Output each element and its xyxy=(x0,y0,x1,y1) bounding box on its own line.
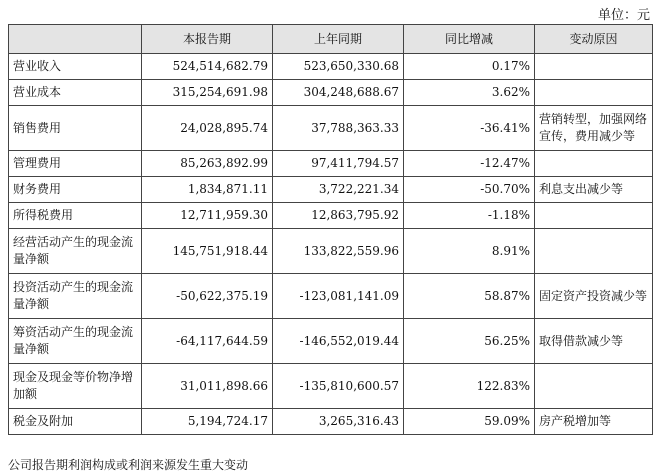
current-value: -64,117,644.59 xyxy=(142,319,273,364)
header-current-period: 本报告期 xyxy=(142,25,273,54)
table-row xyxy=(9,54,653,80)
current-value: 85,263,892.99 xyxy=(142,151,273,177)
table-row xyxy=(9,151,653,177)
change-reason xyxy=(535,364,653,409)
change-reason: 固定资产投资减少等 xyxy=(535,274,653,319)
current-value: 24,028,895.74 xyxy=(142,106,273,151)
header-change-reason: 变动原因 xyxy=(535,25,653,54)
current-value: 524,514,682.79 xyxy=(142,54,273,80)
row-label: 税金及附加 xyxy=(9,409,142,435)
change-reason: 房产税增加等 xyxy=(535,409,653,435)
table-row xyxy=(9,229,653,274)
previous-value: 133,822,559.96 xyxy=(273,229,404,274)
unit-label: 单位：元 xyxy=(597,8,650,23)
change-reason xyxy=(535,151,653,177)
previous-value: -135,810,600.57 xyxy=(273,364,404,409)
previous-value: 523,650,330.68 xyxy=(273,54,404,80)
current-value: 145,751,918.44 xyxy=(142,229,273,274)
change-value: -12.47% xyxy=(404,151,535,177)
footer-note: 公司报告期利润构成或利润来源发生重大变动 xyxy=(8,458,249,472)
row-label: 经营活动产生的现金流量净额 xyxy=(9,229,142,274)
row-label: 销售费用 xyxy=(9,106,142,151)
table-row xyxy=(9,177,653,203)
row-label: 所得税费用 xyxy=(9,203,142,229)
row-label: 管理费用 xyxy=(9,151,142,177)
current-value: 1,834,871.11 xyxy=(142,177,273,203)
previous-value: 97,411,794.57 xyxy=(273,151,404,177)
change-reason: 利息支出减少等 xyxy=(535,177,653,203)
current-value: -50,622,375.19 xyxy=(142,274,273,319)
table-row xyxy=(9,364,653,409)
change-value: 3.62% xyxy=(404,80,535,106)
change-value: 59.09% xyxy=(404,409,535,435)
table-row xyxy=(9,409,653,435)
current-value: 31,011,898.66 xyxy=(142,364,273,409)
header-previous-period: 上年同期 xyxy=(273,25,404,54)
header-yoy-change: 同比增减 xyxy=(404,25,535,54)
current-value: 315,254,691.98 xyxy=(142,80,273,106)
change-reason: 取得借款减少等 xyxy=(535,319,653,364)
previous-value: 12,863,795.92 xyxy=(273,203,404,229)
row-label: 营业成本 xyxy=(9,80,142,106)
change-value: 0.17% xyxy=(404,54,535,80)
change-value: 56.25% xyxy=(404,319,535,364)
table-row xyxy=(9,106,653,151)
previous-value: 3,265,316.43 xyxy=(273,409,404,435)
row-label: 筹资活动产生的现金流量净额 xyxy=(9,319,142,364)
change-value: -50.70% xyxy=(404,177,535,203)
header-item xyxy=(9,25,142,54)
table-row xyxy=(9,80,653,106)
table-header-row xyxy=(9,25,653,54)
current-value: 5,194,724.17 xyxy=(142,409,273,435)
change-reason: 营销转型，加强网络宣传，费用减少等 xyxy=(535,106,653,151)
change-value: 58.87% xyxy=(404,274,535,319)
row-label: 投资活动产生的现金流量净额 xyxy=(9,274,142,319)
row-label: 财务费用 xyxy=(9,177,142,203)
table-row xyxy=(9,203,653,229)
financial-table xyxy=(8,24,653,435)
current-value: 12,711,959.30 xyxy=(142,203,273,229)
change-value: 8.91% xyxy=(404,229,535,274)
change-value: -1.18% xyxy=(404,203,535,229)
table-row xyxy=(9,319,653,364)
change-reason xyxy=(535,203,653,229)
change-reason xyxy=(535,229,653,274)
previous-value: -123,081,141.09 xyxy=(273,274,404,319)
change-reason xyxy=(535,54,653,80)
previous-value: 304,248,688.67 xyxy=(273,80,404,106)
row-label: 现金及现金等价物净增加额 xyxy=(9,364,142,409)
change-value: -36.41% xyxy=(404,106,535,151)
previous-value: 37,788,363.33 xyxy=(273,106,404,151)
previous-value: -146,552,019.44 xyxy=(273,319,404,364)
change-reason xyxy=(535,80,653,106)
change-value: 122.83% xyxy=(404,364,535,409)
table-row xyxy=(9,274,653,319)
row-label: 营业收入 xyxy=(9,54,142,80)
previous-value: 3,722,221.34 xyxy=(273,177,404,203)
